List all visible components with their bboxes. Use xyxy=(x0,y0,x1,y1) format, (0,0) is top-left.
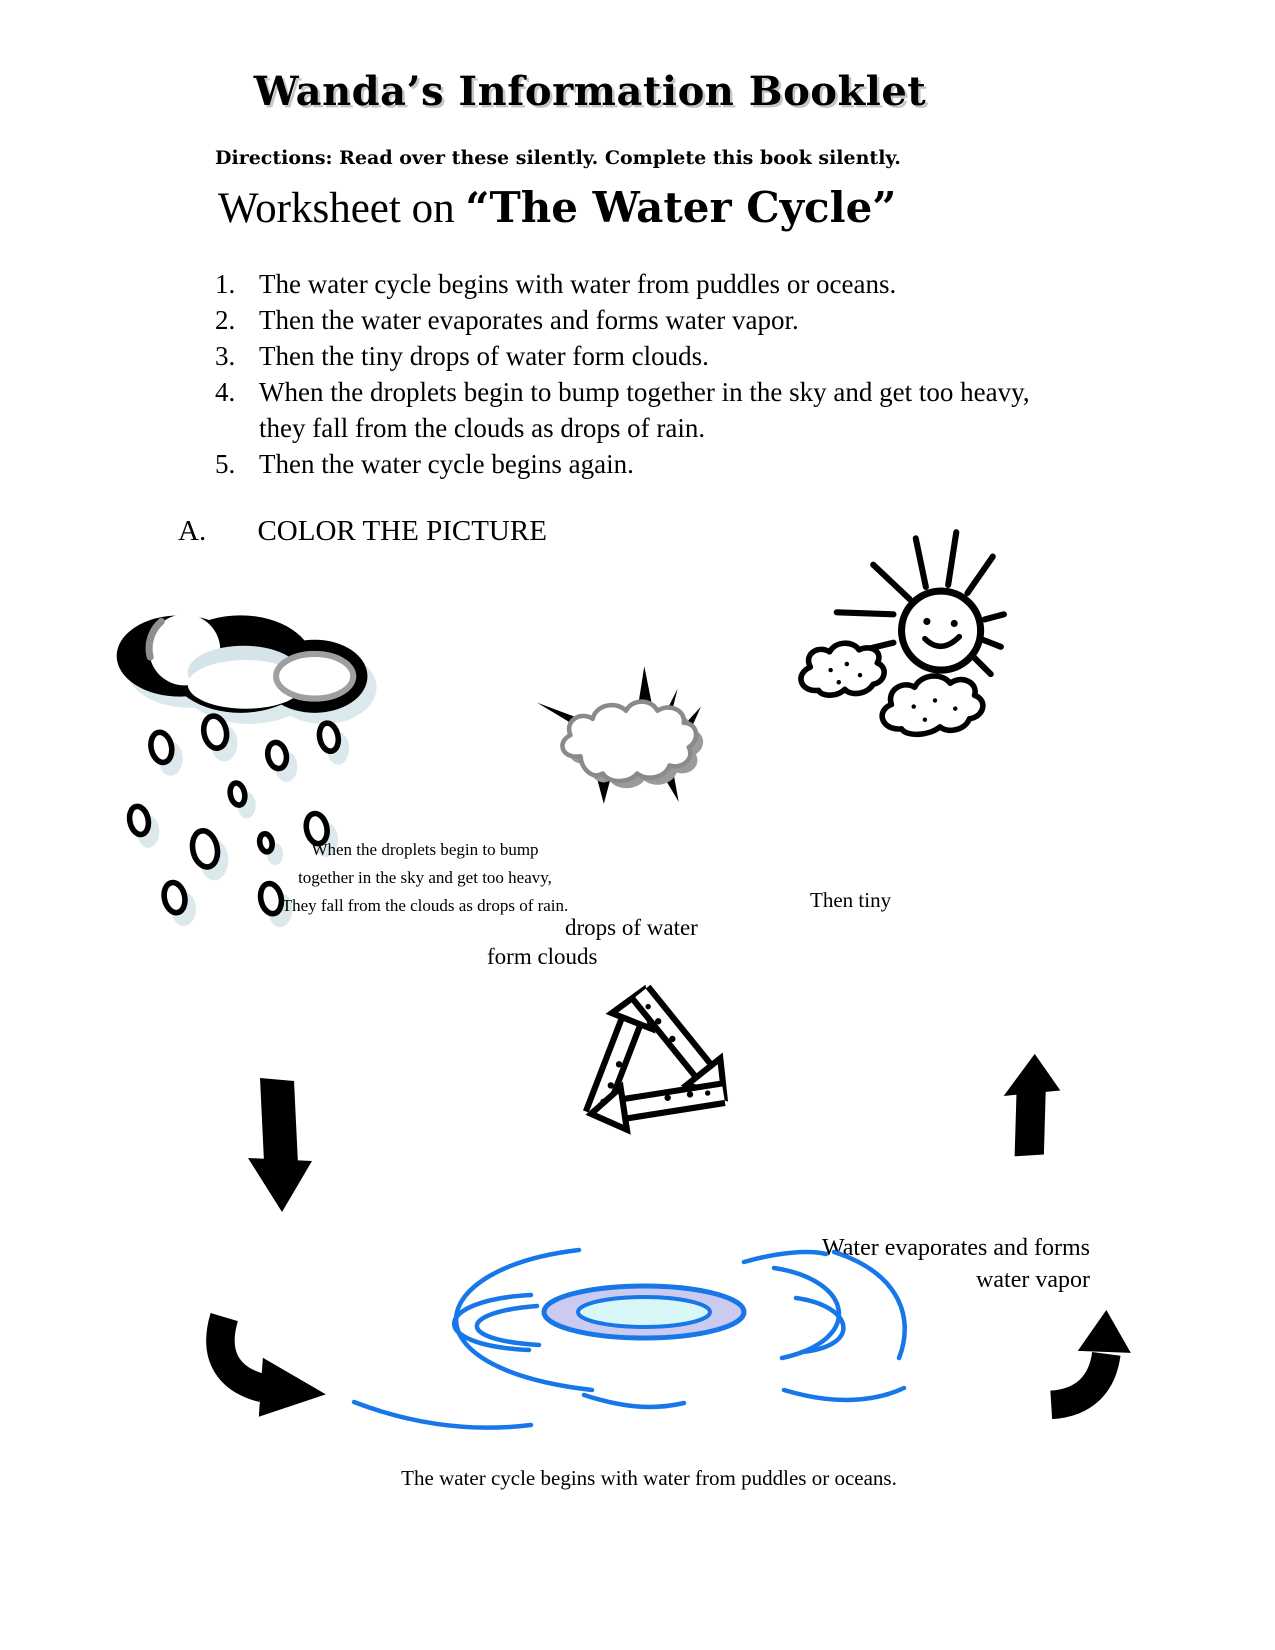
list-item-text: The water cycle begins with water from puddles or oceans. xyxy=(259,269,897,299)
list-item-number: 1. xyxy=(215,269,236,299)
rain-caption-line3: They fall from the clouds as drops of rain. xyxy=(281,896,569,915)
worksheet-heading-title: “The Water Cycle” xyxy=(465,183,897,232)
down-arrow-icon xyxy=(244,1078,318,1218)
list-item-text: Then the water cycle begins again. xyxy=(259,449,634,479)
rain-caption-line1: When the droplets begin to bump xyxy=(311,840,539,859)
up-arrow-icon xyxy=(1000,1050,1064,1162)
list-item-text: Then the water evaporates and forms water vapor. xyxy=(259,305,799,335)
list-item xyxy=(215,338,1095,374)
page-title: Wanda’s Information Booklet xyxy=(253,68,927,115)
section-heading xyxy=(178,515,547,548)
worksheet-heading xyxy=(218,183,896,233)
list-item-number: 3. xyxy=(215,341,236,371)
directions-text: Directions: Read over these silently. Complete this book silently. xyxy=(215,147,901,169)
evaporation-caption-line1: Water evaporates and forms xyxy=(822,1235,1090,1261)
drops-of-water-caption: drops of water xyxy=(565,915,698,940)
bottom-caption: The water cycle begins with water from puddles or oceans. xyxy=(401,1466,897,1490)
list-item-number: 4. xyxy=(215,377,236,407)
worksheet-heading-prefix: Worksheet on xyxy=(218,185,466,232)
section-letter: A. xyxy=(178,515,207,547)
rain-caption xyxy=(275,836,575,920)
section-title: COLOR THE PICTURE xyxy=(257,515,547,547)
list-item-number: 2. xyxy=(215,305,236,335)
storm-cloud-icon xyxy=(535,660,705,807)
rain-caption-line2: together in the sky and get too heavy, xyxy=(298,868,552,887)
form-clouds-caption: form clouds xyxy=(487,944,598,969)
list-item-text: When the droplets begin to bump together in the sky and get too heavy, they fall from the clouds as drops of rain. xyxy=(259,377,1030,443)
list-item-number: 5. xyxy=(215,449,236,479)
list-item-text: Then the tiny drops of water form clouds. xyxy=(259,341,709,371)
list-item xyxy=(215,266,1095,302)
water-ripples-icon xyxy=(353,1240,915,1440)
curved-arrow-up-icon xyxy=(1043,1308,1135,1410)
evaporation-caption-line2: water vapor xyxy=(976,1267,1090,1293)
recycle-arrows-icon xyxy=(543,958,763,1170)
water-cycle-steps-list xyxy=(215,266,1095,482)
curved-arrow-down-icon xyxy=(210,1313,332,1435)
smiling-sun-icon xyxy=(788,512,1006,740)
list-item xyxy=(215,302,1095,338)
list-item xyxy=(215,374,1095,446)
then-tiny-caption: Then tiny xyxy=(810,888,892,912)
list-item xyxy=(215,446,1095,482)
